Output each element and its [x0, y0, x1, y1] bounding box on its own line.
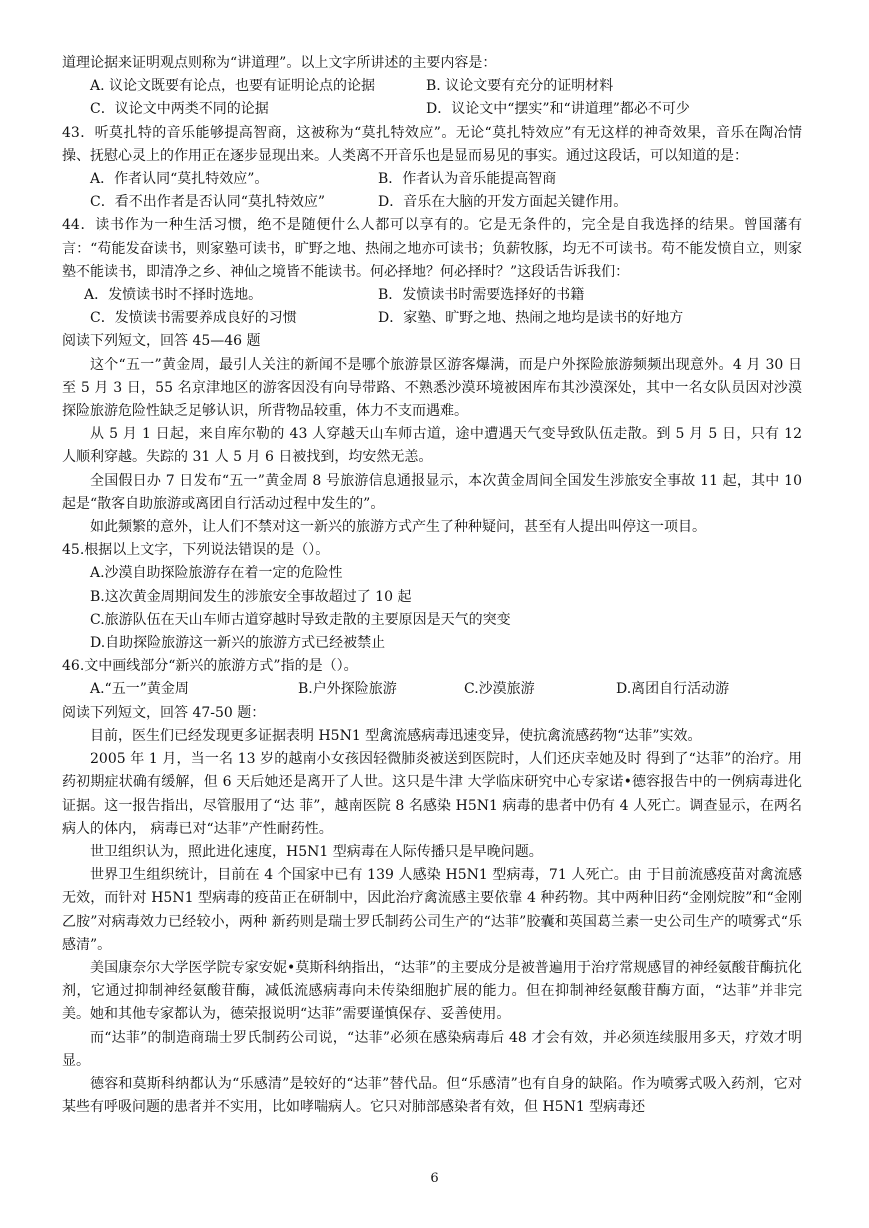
q46-options-row: [62, 678, 802, 701]
q45-option-c[interactable]: C.旅游队伍在天山车师古道穿越时导致走散的主要原因是天气的突变: [90, 611, 511, 628]
q43-option-a[interactable]: A．作者认同“莫扎特效应”。: [90, 171, 269, 188]
passage2-paragraph: 美国康奈尔大学医学院专家安妮•莫斯科纳指出，“达菲”的主要成分是被普遍用于治疗常规感冒的神经氨酸苷酶抗化剂，它通过抑制神经氨酸苷酶，减低流感病毒向未传染细胞扩展的能力。但在抑制神经氨酸苷酶方面，“达菲”并非完美。她和其他专家都认为，德荣报说明“达菲”需要谨慎保存、妥善使用。: [62, 959, 802, 1023]
q44-option-b[interactable]: B．发愤读书时需要选择好的书籍: [378, 287, 585, 304]
q44-options-row1: [62, 284, 802, 307]
q42-option-b[interactable]: B. 议论文要有充分的证明材料: [426, 78, 614, 95]
passage2-paragraph: 德容和莫斯科纳都认为“乐感清”是较好的“达菲”替代品。但“乐感清”也有自身的缺陷。作为喷雾式吸入药剂，它对某些有呼吸问题的患者并不实用，比如哮喘病人。它只对肺部感染者有效，但 H5N1 型病毒还: [62, 1075, 802, 1116]
q45-option-a[interactable]: A.沙漠自助探险旅游存在着一定的危险性: [90, 565, 343, 582]
q44-option-c[interactable]: C．发愤读书需要养成良好的习惯: [90, 310, 297, 327]
q44-option-a[interactable]: A．发愤读书时不择时选地。: [84, 287, 263, 304]
q44-stem: 44．读书作为一种生活习惯，绝不是随便什么人都可以享有的。它是无条件的，完全是自我选择的结果。曾国藩有言：“苟能发奋读书，则家塾可读书，旷野之地、热闹之地亦可读书；负薪牧豚，均无不可读书。苟不能发愤自立，则家塾不能读书，即清净之乡、神仙之境皆不能读书。何必择地？何必择时？”这段话告诉我们：: [62, 217, 802, 280]
q44-option-d[interactable]: D．家塾、旷野之地、热闹之地均是读书的好地方: [378, 310, 684, 327]
passage1-paragraph: 全国假日办 7 日发布“五一”黄金周 8 号旅游信息通报显示，本次黄金周间全国发生涉旅安全事故 11 起，其中 10 起是“散客自助旅游或离团自行活动过程中发生的”。: [62, 472, 802, 512]
passage2-paragraph: 而“达菲”的制造商瑞士罗氏制药公司说，“达菲”必须在感染病毒后 48 才会有效，并必须连续服用多天，疗效才明显。: [62, 1029, 802, 1069]
document-page: [62, 52, 802, 1119]
q42-option-c[interactable]: C．议论文中两类不同的论据: [90, 101, 269, 118]
lead-in-text: 道理论据来证明观点则称为“讲道理”。以上文字所讲述的主要内容是：: [62, 55, 497, 71]
q42-options-row1: [62, 75, 802, 98]
passage1-intro: 阅读下列短文，回答 45—46 题: [62, 333, 261, 350]
passage2-paragraph: 目前，医生们已经发现更多证据表明 H5N1 型禽流感病毒迅速变异，使抗禽流感药物“达菲”实效。: [90, 727, 702, 744]
page-number: 6: [430, 1171, 439, 1186]
passage2-paragraph: 世界卫生组织统计，目前在 4 个国家中已有 139 人感染 H5N1 型病毒，71 人死亡。由 于目前流感疫苗对禽流感无效，而针对 H5N1 型病毒的疫苗正在研制中，因此治疗禽流感主要依靠 4 种药物。其中两种旧药“金刚烷胺”和“金刚乙胺”对病毒效力已经较小，两种 新药则是瑞士罗氏制药公司生产的“达菲”胶囊和英国葛兰素一史公司生产的喷雾式“乐感清”。: [62, 867, 802, 953]
q43-stem: 43．听莫扎特的音乐能够提高智商，这被称为“莫扎特效应”。无论“莫扎特效应”有无这样的神奇效果，音乐在陶冶情操、抚慰心灵上的作用正在逐步显现出来。人类离不开音乐也是显而易见的事实。通过这段话，可以知道的是：: [62, 124, 802, 164]
passage1-paragraph: 从 5 月 1 日起，来自库尔勒的 43 人穿越天山车师古道，途中遭遇天气变导致队伍走散。到 5 月 5 日，只有 12 人顺利穿越。失踪的 31 人 5 月 6 日被找到，均安然无恙。: [62, 426, 802, 466]
q43-options-row2: [62, 191, 802, 214]
q43-options-row1: [62, 168, 802, 191]
q42-option-d[interactable]: D．议论文中“摆实”和“讲道理”都必不可少: [426, 101, 690, 118]
q46-stem: 46.文中画线部分“新兴的旅游方式”指的是（）。: [62, 658, 358, 675]
passage2-intro: 阅读下列短文，回答 47-50 题：: [62, 704, 266, 721]
q45-option-b[interactable]: B.这次黄金周期间发生的涉旅安全事故超过了 10 起: [90, 588, 412, 605]
q46-option-d[interactable]: D.离团自行活动游: [616, 681, 730, 698]
q42-option-a[interactable]: A. 议论文既要有论点，也要有证明论点的论据: [90, 78, 376, 95]
q45-stem: 45.根据以上文字，下列说法错误的是（）。: [62, 542, 330, 559]
passage1-paragraph: 如此频繁的意外，让人们不禁对这一新兴的旅游方式产生了种种疑问，甚至有人提出叫停这一项目。: [90, 519, 706, 536]
passage2-paragraph: 2005 年 1 月，当一名 13 岁的越南小女孩因轻微肺炎被送到医院时，人们还庆幸她及时 得到了“达菲”的治疗。用药初期症状确有缓解，但 6 天后她还是离开了人世。这只是牛津 大学临床研究中心专家诺•德容报告中的一例病毒进化证据。这一报告指出，尽管服用了“达 菲”，越南医院 8 名感染 H5N1 病毒的患者中仍有 4 人死亡。调查显示，在两名病人的体内， 病毒已对“达菲”产性耐药性。: [62, 751, 802, 837]
q46-option-a[interactable]: A.“五一”黄金周: [90, 681, 189, 698]
passage2-paragraph: 世卫组织认为，照此进化速度，H5N1 型病毒在人际传播只是早晚问题。: [90, 843, 543, 860]
q44-options-row2: [62, 307, 802, 330]
passage1-paragraph: 这个“五一”黄金周，最引人关注的新闻不是哪个旅游景区游客爆满，而是户外探险旅游频频出现意外。4 月 30 日至 5 月 3 日，55 名京津地区的游客因没有向导带路、不熟悉沙漠环境被困库布其沙漠深处，其中一名女队员因对沙漠探险旅游危险性缺乏足够认识，所背物品较重，体力不支而遇难。: [62, 356, 802, 420]
q43-option-c[interactable]: C．看不出作者是否认同“莫扎特效应”: [90, 194, 326, 211]
q45-option-d[interactable]: D.自助探险旅游这一新兴的旅游方式已经被禁止: [90, 635, 386, 652]
q43-option-d[interactable]: D．音乐在大脑的开发方面起关键作用。: [378, 194, 628, 211]
q46-option-b[interactable]: B.户外探险旅游: [298, 681, 397, 698]
q43-option-b[interactable]: B．作者认为音乐能提高智商: [378, 171, 557, 188]
q42-options-row2: [62, 98, 802, 121]
q46-option-c[interactable]: C.沙漠旅游: [464, 681, 535, 698]
